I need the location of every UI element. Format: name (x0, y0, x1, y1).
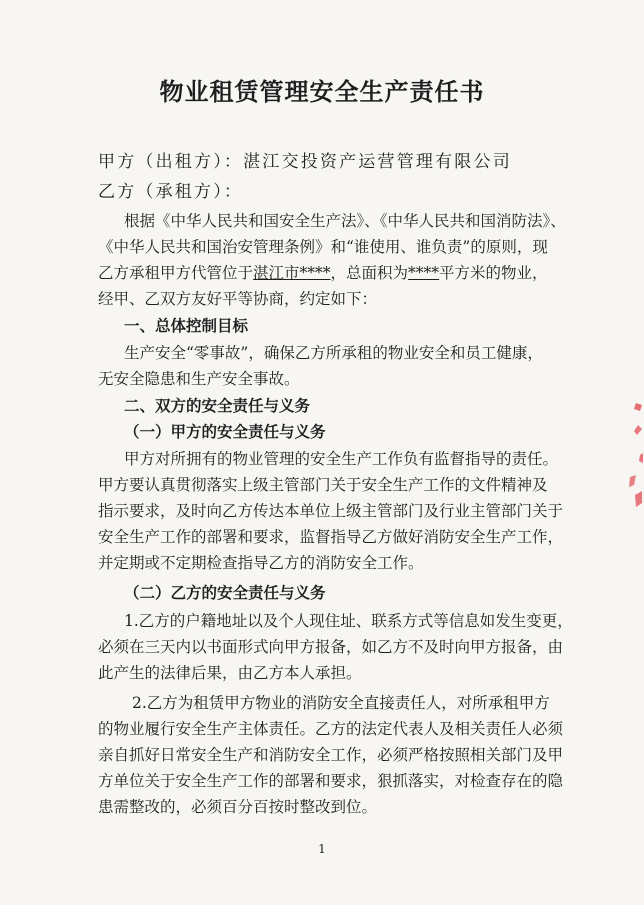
section-2a-line-1: 甲方对所拥有的物业管理的安全生产工作负有监督指导的责任。 (124, 450, 559, 468)
section-1-line-1: 生产安全“零事故”，确保乙方所承租的物业安全和员工健康， (124, 344, 543, 362)
location-value: 湛江市**** (253, 264, 331, 282)
section-2b-item-2-line-5: 患需整改的，必须百分百按时整改到位。 (98, 798, 378, 816)
party-a-line: 甲方（出租方）：湛江交投资产运营管理有限公司 (98, 152, 512, 172)
document-title: 物业租赁管理安全生产责任书 (159, 77, 485, 106)
area-value: **** (408, 264, 440, 282)
section-2-heading: 二、双方的安全责任与义务 (124, 396, 311, 415)
seal-stamp-icon (620, 395, 644, 515)
section-2a-line-2: 甲方要认真贯彻落实上级主管部门关于安全生产工作的文件精神及 (98, 476, 548, 494)
section-2b-item-1-line-3: 此产生的法律后果，由乙方本人承担。 (98, 664, 362, 682)
section-1-line-2: 无安全隐患和生产安全事故。 (98, 370, 300, 388)
section-2b-item-1-line-1: 1.乙方的户籍地址以及个人现住址、联系方式等信息如发生变更， (124, 612, 573, 630)
section-2b-item-2-line-4: 方单位关于安全生产工作的部署和要求，狠抓落实，对检查存在的隐 (98, 772, 564, 790)
intro-line-3 (98, 260, 558, 286)
intro-line-4: 经甲、乙双方友好平等协商，约定如下： (98, 290, 378, 308)
section-1-heading: 一、总体控制目标 (124, 316, 249, 335)
intro-line-2: 《中华人民共和国治安管理条例》和“谁使用、谁负责”的原则，现 (98, 238, 548, 256)
intro-line-3-post: 平方米的物业， (439, 264, 548, 282)
section-2b-item-1-line-2: 必须在三天内以书面形式向甲方报备，如乙方不及时向甲方报备，由 (98, 638, 564, 656)
intro-line-3-pre: 乙方承租甲方代管位于 (98, 264, 254, 282)
section-2a-line-4: 安全生产工作的部署和要求，监督指导乙方做好消防安全生产工作， (98, 528, 564, 546)
section-2b-item-2-line-2: 的物业履行安全生产主体责任。乙方的法定代表人及相关责任人必须 (98, 720, 564, 738)
intro-line-3-mid: ，总面积为 (330, 264, 409, 282)
page-number: 1 (318, 842, 326, 856)
section-2b-heading: （二）乙方的安全责任与义务 (124, 583, 326, 602)
section-2b-item-2-line-3: 亲自抓好日常安全生产和消防安全工作，必须严格按照相关部门及甲 (98, 746, 564, 764)
section-2a-line-5: 并定期或不定期检查指导乙方的消防安全工作。 (98, 554, 424, 572)
intro-line-1: 根据《中华人民共和国安全生产法》、《中华人民共和国消防法》、 (124, 212, 566, 230)
party-b-line: 乙方（承租方）： (98, 182, 244, 202)
section-2a-line-3: 指示要求，及时向乙方传达本单位上级主管部门及行业主管部门关于 (98, 502, 564, 520)
section-2a-heading: （一）甲方的安全责任与义务 (124, 422, 326, 441)
section-2b-item-2-line-1: 2.乙方为租赁甲方物业的消防安全直接责任人，对所承租甲方 (132, 694, 550, 712)
